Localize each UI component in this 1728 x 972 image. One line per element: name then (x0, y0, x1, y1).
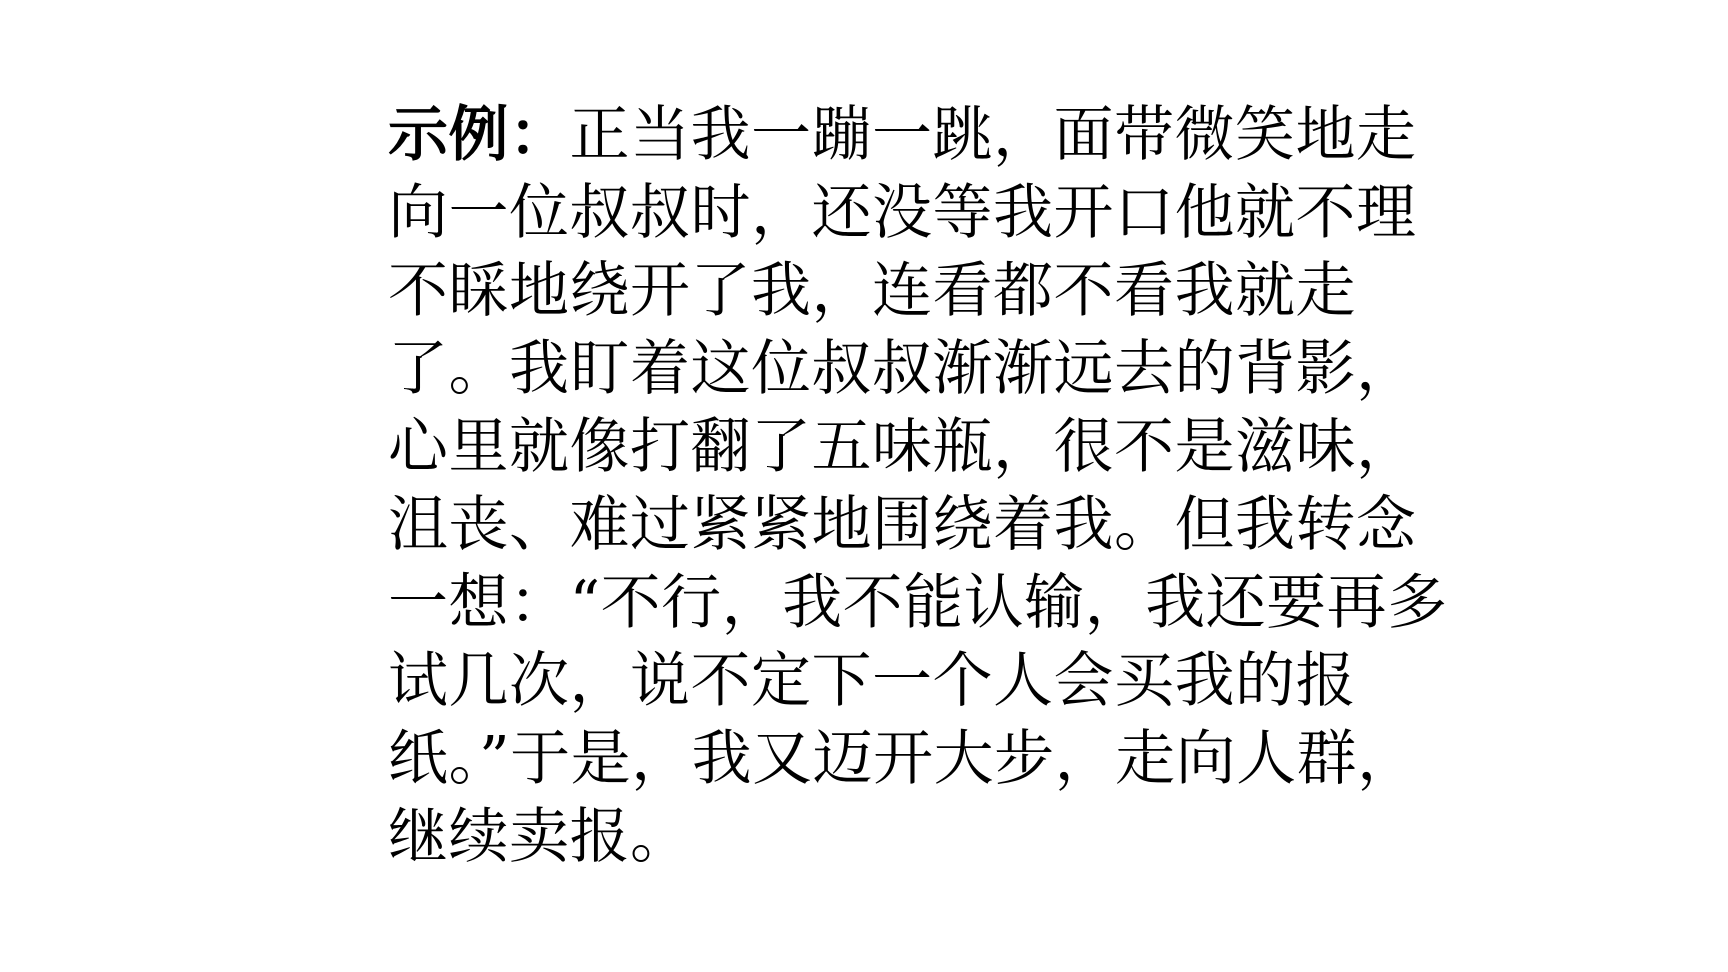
example-label: 示例 (388, 100, 509, 170)
example-content: 正当我一蹦一跳，面带微笑地走向一位叔叔时，还没等我开口他就不理不睬地绕开了我，连看都不看我就走了。我盯着这位叔叔渐渐远去的背影，心里就像打翻了五味瓶，很不是滋味，沮丧、难过紧紧地围绕着我。但我转念一想：“不行，我不能认输，我还要再多试几次，说不定下一个人会买我的报纸。”于是，我又迈开大步，走向人群，继续卖报。 (388, 100, 1448, 872)
example-separator: ： (509, 100, 570, 170)
example-text-block (388, 96, 1448, 876)
example-paragraph (388, 96, 1448, 876)
